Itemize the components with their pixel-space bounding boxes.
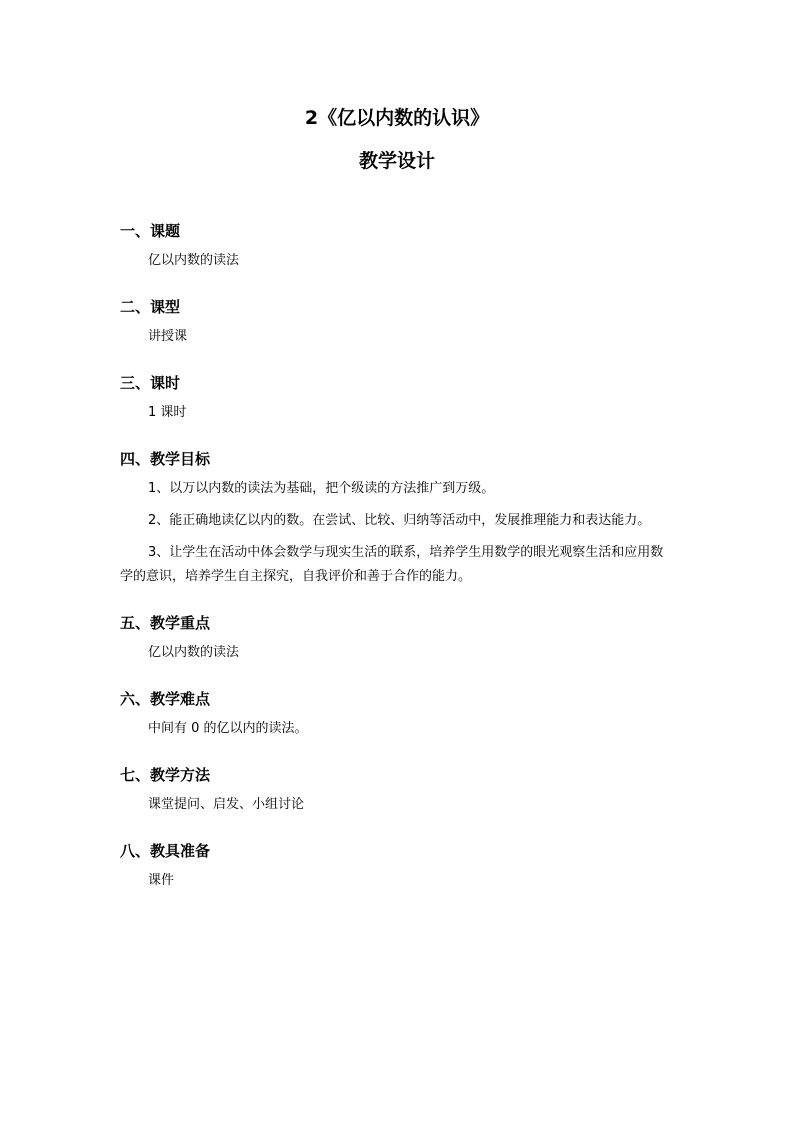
section-lesson-type <box>120 295 674 349</box>
section-heading: 八、教具准备 <box>120 842 211 860</box>
section-heading: 一、课题 <box>120 222 181 240</box>
section-paragraph: 亿以内数的读法 <box>148 253 240 268</box>
section-paragraph: 2、能正确地读亿以内的数。在尝试、比较、归纳等活动中，发展推理能力和表达能力。 <box>148 513 651 528</box>
section-paragraph: 3、让学生在活动中体会数学与现实生活的联系，培养学生用数学的眼光观察生活和应用数学的意识，培养学生自主探究，自我评价和善于合作的能力。 <box>120 545 664 584</box>
section-teaching-goals <box>120 447 674 589</box>
section-heading: 七、教学方法 <box>120 766 211 784</box>
section-body <box>120 401 674 425</box>
section-heading: 六、教学难点 <box>120 690 211 708</box>
section-teaching-aids <box>120 839 674 893</box>
section-paragraph: 课件 <box>148 873 175 888</box>
section-paragraph: 1 课时 <box>148 405 187 420</box>
section-topic <box>120 219 674 273</box>
document-subtitle: 教学设计 <box>358 150 435 172</box>
section-paragraph: 中间有 0 的亿以内的读法。 <box>148 721 308 736</box>
section-paragraph: 课堂提问、启发、小组讨论 <box>148 797 305 812</box>
document-title: 2《亿以内数的认识》 <box>304 107 490 129</box>
section-class-hours <box>120 371 674 425</box>
section-body <box>120 249 674 273</box>
section-heading: 四、教学目标 <box>120 450 211 468</box>
section-paragraph: 1、以万以内数的读法为基础，把个级读的方法推广到万级。 <box>148 481 495 496</box>
section-paragraph: 亿以内数的读法 <box>148 645 240 660</box>
section-difficulties <box>120 687 674 741</box>
section-body <box>120 641 674 665</box>
section-body <box>120 325 674 349</box>
title-block <box>120 0 674 175</box>
section-body <box>120 793 674 817</box>
section-body <box>120 869 674 893</box>
section-key-points <box>120 611 674 665</box>
section-body <box>120 477 674 589</box>
section-heading: 三、课时 <box>120 374 181 392</box>
section-teaching-methods <box>120 763 674 817</box>
section-heading: 二、课型 <box>120 298 181 316</box>
section-body <box>120 717 674 741</box>
section-heading: 五、教学重点 <box>120 614 211 632</box>
sections-container <box>120 219 674 893</box>
section-paragraph: 讲授课 <box>148 329 188 344</box>
